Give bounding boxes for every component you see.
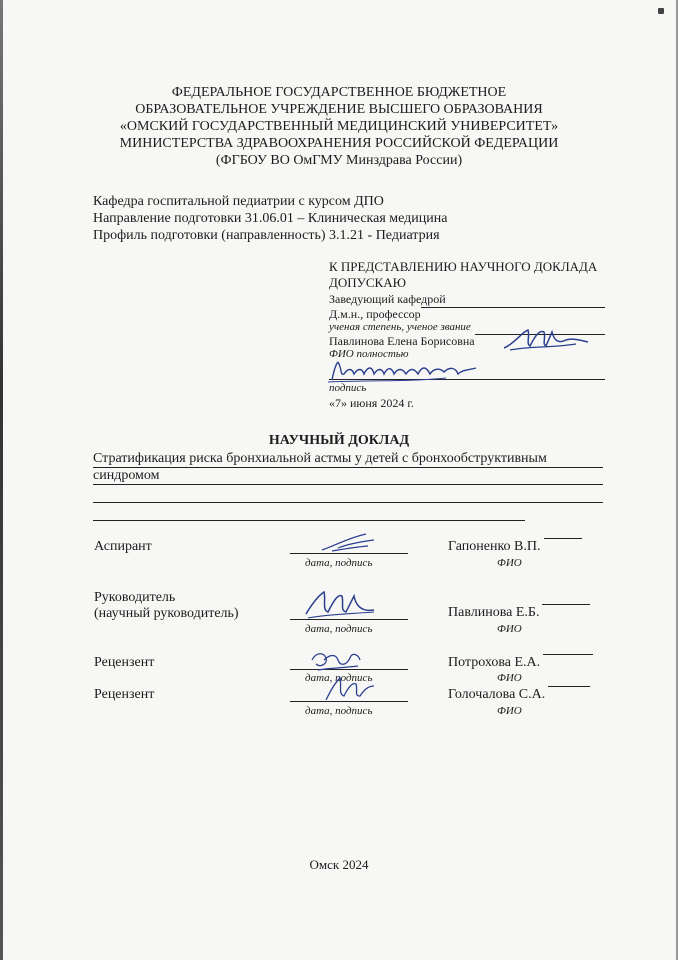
signature-name-row-2 xyxy=(448,604,590,621)
header-line-4: МИНИСТЕРСТВА ЗДРАВООХРАНЕНИЯ РОССИЙСКОЙ ФЕДЕРАЦИИ xyxy=(119,136,559,151)
signature-name-3: Потрохова Е.А. xyxy=(448,655,541,670)
signature-role-3: Рецензент xyxy=(94,655,155,670)
header-line-2: ОБРАЗОВАТЕЛЬНОЕ УЧРЕЖДЕНИЕ ВЫСШЕГО ОБРАЗОВАНИЯ xyxy=(135,102,543,117)
header-line-3: «ОМСКИЙ ГОСУДАРСТВЕННЫЙ МЕДИЦИНСКИЙ УНИВЕРСИТЕТ» xyxy=(119,119,559,134)
signature-name-blank-2 xyxy=(542,604,590,605)
signature-role-1: Аспирант xyxy=(94,539,152,554)
signature-ink-2 xyxy=(300,588,380,622)
signature-name-4: Голочалова С.А. xyxy=(448,687,546,702)
header-line-1: ФЕДЕРАЛЬНОЕ ГОСУДАРСТВЕННОЕ БЮДЖЕТНОЕ xyxy=(171,85,507,100)
report-topic xyxy=(93,451,603,521)
signature-caption-4: дата, подпись xyxy=(305,705,373,717)
signature-ink-1 xyxy=(318,532,378,554)
signature-role-2b: (научный руководитель) xyxy=(94,606,239,621)
topic-blank-line-3 xyxy=(93,485,603,503)
signature-name-row-4 xyxy=(448,686,590,703)
signature-name-row-3 xyxy=(448,654,593,671)
degree-caption: ученая степень, ученое звание xyxy=(329,321,471,333)
signature-caption-2: дата, подпись xyxy=(305,623,373,635)
signature-fio-caption-1: ФИО xyxy=(497,557,522,569)
approval-line-2: ДОПУСКАЮ xyxy=(329,275,406,290)
report-title: НАУЧНЫЙ ДОКЛАД xyxy=(268,433,410,448)
degree-blank xyxy=(421,307,605,308)
header-block xyxy=(0,84,678,169)
training-direction: Направление подготовки 31.06.01 – Клиническая медицина xyxy=(93,211,448,226)
name-caption: ФИО полностью xyxy=(329,348,409,360)
signature-name-blank-3 xyxy=(543,654,593,655)
signature-caption-1: дата, подпись xyxy=(305,557,373,569)
signature-name-blank-4 xyxy=(548,686,590,687)
signature-fio-caption-2: ФИО xyxy=(497,623,522,635)
header-line-5: (ФГБОУ ВО ОмГМУ Минздрава России) xyxy=(215,153,463,168)
topic-blank-line-4 xyxy=(93,503,525,521)
head-signature-full xyxy=(326,360,486,386)
signature-fio-caption-3: ФИО xyxy=(497,672,522,684)
head-name: Павлинова Елена Борисовна xyxy=(329,334,475,348)
city-year: Омск 2024 xyxy=(309,857,369,872)
head-signature-short xyxy=(500,326,592,356)
approval-position: Заведующий кафедрой xyxy=(329,292,446,306)
signature-caption-3: дата, подпись xyxy=(305,672,373,684)
signature-name-1: Гапоненко В.П. xyxy=(448,539,541,554)
signature-name-2: Павлинова Е.Б. xyxy=(448,605,540,620)
signature-role-4: Рецензент xyxy=(94,687,155,702)
signature-name-row-1 xyxy=(448,538,582,555)
sign-caption: подпись xyxy=(329,382,367,394)
scan-mark xyxy=(658,8,664,14)
training-profile: Профиль подготовки (направленность) 3.1.21 - Педиатрия xyxy=(93,228,440,243)
signature-ink-4 xyxy=(318,672,378,704)
department-name: Кафедра госпитальной педиатрии с курсом ДПО xyxy=(93,194,384,209)
approval-degree: Д.м.н., профессор xyxy=(329,307,421,321)
signature-ink-3 xyxy=(306,648,366,674)
signature-name-blank-1 xyxy=(544,538,582,539)
approval-line-1: К ПРЕДСТАВЛЕНИЮ НАУЧНОГО ДОКЛАДА xyxy=(329,259,598,274)
signature-role-2: Руководитель xyxy=(94,590,176,605)
report-topic-line-2: синдромом xyxy=(93,468,603,485)
approval-degree-row xyxy=(329,307,605,321)
approval-date: «7» июня 2024 г. xyxy=(329,396,414,410)
department-info xyxy=(93,193,447,244)
report-topic-line-1: Стратификация риска бронхиальной астмы у детей с бронхообструктивным xyxy=(93,451,603,468)
signature-fio-caption-4: ФИО xyxy=(497,705,522,717)
